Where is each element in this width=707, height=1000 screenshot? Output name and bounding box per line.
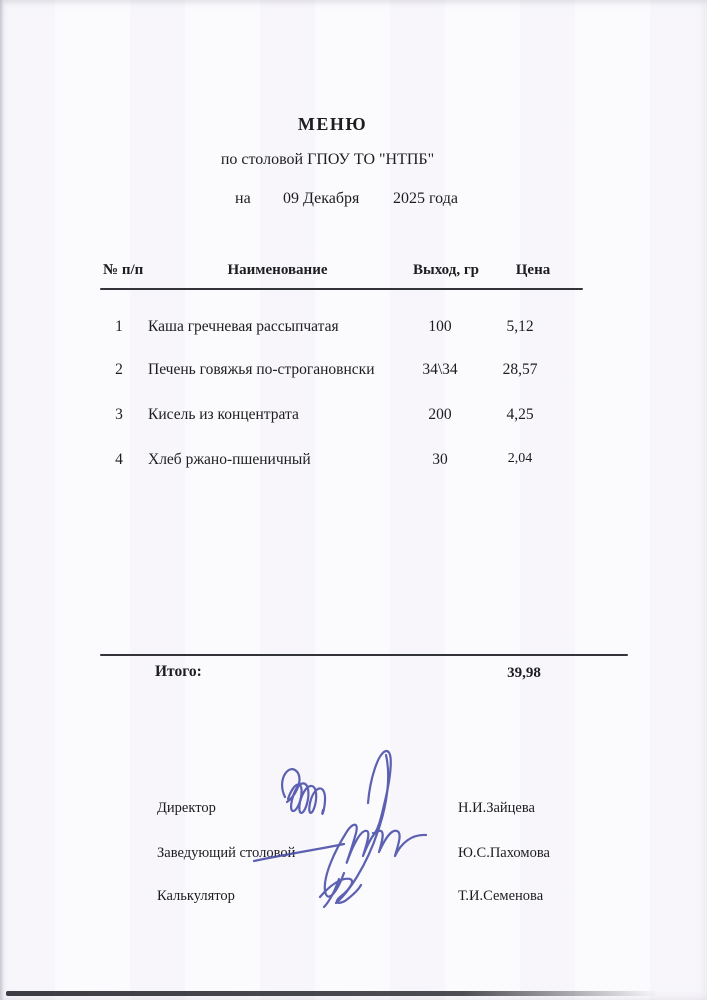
header-divider-line — [100, 288, 583, 290]
dish-output: 30 — [432, 451, 448, 468]
row-number: 2 — [115, 361, 123, 378]
table-row — [0, 451, 707, 473]
dish-price: 2,04 — [507, 451, 533, 466]
total-divider-line — [100, 654, 628, 656]
row-number: 3 — [115, 406, 123, 423]
dish-price: 4,25 — [506, 406, 534, 423]
row-number: 1 — [115, 318, 123, 335]
handwritten-signatures-ink — [240, 745, 460, 910]
dish-output: 200 — [428, 406, 452, 423]
header-price: Цена — [515, 262, 551, 278]
table-row — [0, 406, 707, 428]
signature-name: Н.И.Зайцева — [458, 800, 535, 816]
document-subtitle: по столовой ГПОУ ТО "НТПБ" — [220, 151, 435, 168]
dish-name: Кисель из концентрата — [148, 406, 299, 423]
table-row — [0, 361, 707, 383]
header-output: Выход, гр — [413, 262, 479, 278]
signature-role: Калькулятор — [157, 888, 235, 904]
dish-price: 5,12 — [506, 318, 534, 335]
date-value: 09 Декабря — [283, 190, 360, 207]
document-title: МЕНЮ — [297, 114, 368, 134]
scan-edge-left — [0, 0, 4, 1000]
dish-output: 34\34 — [422, 361, 458, 378]
total-value: 39,98 — [507, 665, 541, 681]
table-row — [0, 318, 707, 340]
signature-name: Ю.С.Пахомова — [458, 845, 550, 861]
signature-role: Заведующий столовой — [157, 845, 296, 861]
signature-name: Т.И.Семенова — [458, 888, 544, 904]
dish-name: Печень говяжья по-строгановнски — [148, 361, 375, 378]
dish-output: 100 — [428, 318, 452, 335]
dish-name: Хлеб ржано-пшеничный — [148, 451, 311, 468]
dish-price: 28,57 — [502, 361, 538, 378]
signature-role: Директор — [157, 800, 216, 816]
table-header-row — [0, 262, 707, 284]
scan-edge-bottom — [6, 991, 658, 996]
total-label: Итого: — [155, 663, 202, 680]
date-year: 2025 года — [393, 190, 458, 207]
header-name: Наименование — [227, 262, 328, 278]
row-number: 4 — [115, 451, 123, 468]
header-number: № п/п — [103, 262, 144, 278]
dish-name: Каша гречневая рассыпчатая — [148, 318, 339, 335]
date-prefix: на — [235, 190, 251, 207]
